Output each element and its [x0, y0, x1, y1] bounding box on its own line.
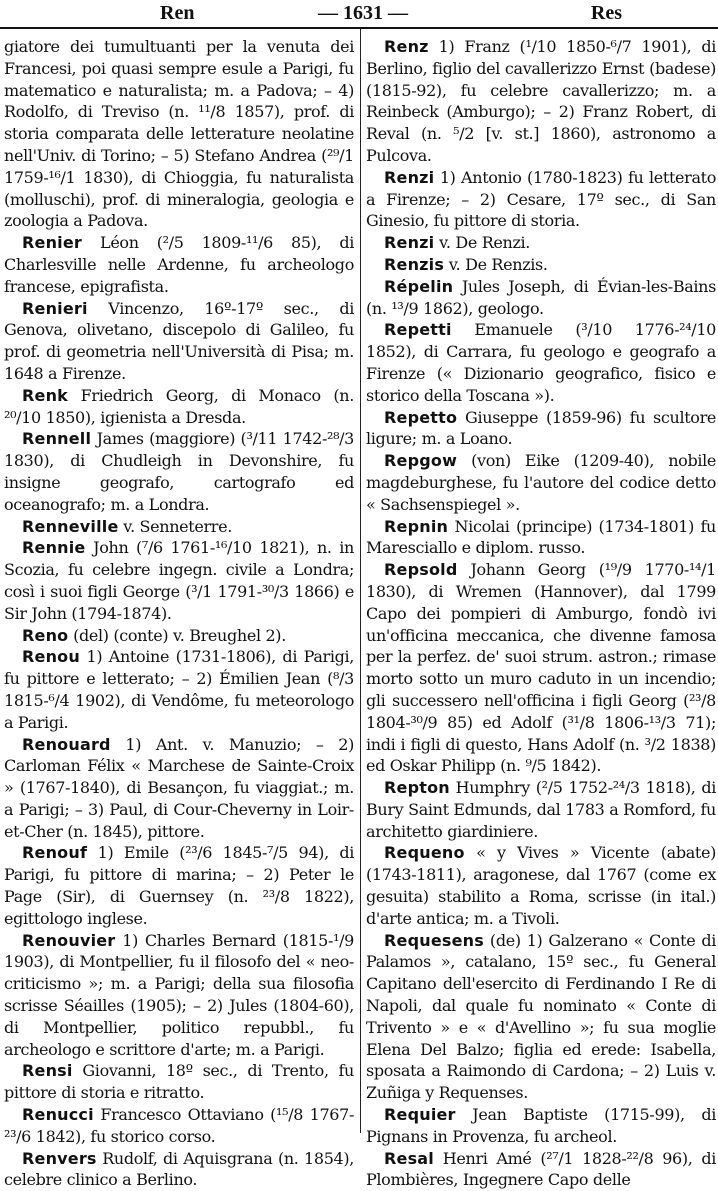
- dictionary-entry: [366, 516, 716, 560]
- entry-headword: Renvers: [22, 1148, 97, 1168]
- dictionary-entry: [366, 36, 716, 167]
- entry-headword: Repsold: [384, 560, 458, 580]
- entry-text: 1) Emile (²³/6 1845-⁷/5 94), di Parigi, fu pittore di marina; – 2) Peter le Page (Sir), di Guernsey (n. ²³/8 1822), egittologo inglese.: [4, 843, 354, 928]
- entry-text: Humphry (²/5 1752-²⁴/3 1818), di Bury Saint Edmunds, dal 1783 a Romford, fu architetto giardiniere.: [366, 778, 717, 841]
- entry-headword: Resal: [384, 1148, 434, 1168]
- dictionary-entry: [4, 298, 354, 385]
- entry-headword: Renouard: [22, 734, 111, 754]
- entry-headword: Reno: [22, 625, 69, 645]
- entry-text: v. De Renzis.: [444, 254, 548, 274]
- entry-text: Francesco Ottaviano (¹⁵/8 1767-²³/6 1842), fu storico corso.: [4, 1105, 354, 1146]
- dictionary-entry: [366, 276, 716, 320]
- dictionary-entry: [366, 450, 716, 515]
- dictionary-entry: [4, 734, 354, 843]
- dictionary-entry: [366, 232, 716, 254]
- entry-text: Emanuele (³/10 1776-²⁴/10 1852), di Carrara, fu geologo e geografo a Firenze (« Dizionario geografico, fisico e storico della Toscana »).: [366, 320, 716, 405]
- dictionary-entry: [366, 842, 716, 929]
- entry-text: (del) (conte) v. Breughel 2).: [68, 625, 286, 645]
- entry-text: (de) 1) Galzerano « Conte di Palamos », catalano, 15º sec., fu General Capitano dell'esercito di Ferdinando I Re di Napoli, dal quale fu nominato « Conte di Trivento » e « d'Avellino »; fu sua moglie Elena Del Balzo; figlia ed erede: Isabella, sposata a Raimondo di Cardona; – 2) Luis v. Zuñiga y Requenses.: [366, 930, 716, 1103]
- left-column: [4, 36, 354, 1190]
- entry-text: « y Vives » Vicente (abate) (1743-1811), aragonese, dal 1767 (come ex gesuita) stabilito a Roma, scrisse (in ital.) d'arte antica; m. a Tivoli.: [366, 843, 716, 928]
- entry-headword: Rennell: [22, 429, 92, 449]
- entry-text: Rudolf, di Aquisgrana (n. 1854), celebre clinico a Berlino.: [4, 1148, 354, 1190]
- header-left-word: Ren: [160, 2, 195, 24]
- entry-text: 1) Antoine (1731-1806), di Parigi, fu pittore e letterato; – 2) Émilien Jean (⁸/3 1815-⁶/4 1902), di Vendôme, fu meteorologo a Parigi.: [4, 647, 354, 732]
- dictionary-entry: [4, 1104, 354, 1148]
- entry-text: James (maggiore) (³/11 1742-²⁸/3 1830), di Chudleigh in Devonshire, fu insigne geografo, cartografo ed oceanografo; m. a Londra.: [4, 429, 354, 514]
- dictionary-entry: [366, 1148, 716, 1191]
- entry-headword: Renier: [22, 233, 82, 253]
- entry-text: 1) Ant. v. Manuzio; – 2) Carloman Félix « Marchese de Sainte-Croix » (1767-1840), di Besançon, fu viaggiat.; m. a Parigi; – 3) Paul, di Cour-Cheverny in Loir-et-Cher (n. 1845), pittore.: [4, 734, 354, 841]
- column-divider: [360, 29, 361, 1133]
- dictionary-entry: [366, 254, 716, 276]
- dictionary-entry: [366, 930, 716, 1104]
- entry-text: Léon (²/5 1809-¹¹/6 85), di Charlesville nelle Ardenne, fu archeologo francese, epigrafista.: [4, 233, 354, 296]
- header-right-word: Res: [590, 2, 622, 24]
- entry-headword: Repton: [384, 778, 450, 798]
- right-column: [366, 36, 717, 1190]
- entry-headword: Renucci: [22, 1105, 94, 1125]
- entry-text: 1) Franz (¹/10 1850-⁶/7 1901), di Berlino, figlio del cavallerizzo Ernst (badese) (1815-92), fu celebre cavallerizzo; m. a Reinbeck (Amburgo); – 2) Franz Robert, di Reval (n. ⁵/2 [v. st.] 1860), astronomo a Pulcova.: [366, 37, 716, 165]
- dictionary-entry: [4, 36, 354, 232]
- entry-text: Johann Georg (¹⁹/9 1770-¹⁴/1 1830), di Wremen (Hannover), dal 1799 Capo dei pompieri di Amburgo, fondò ivi un'officina meccanica, che divenne famosa per la perfez. de' suoi strum. astron.; rimase morto sotto un muro caduto in un incendio; gli successero nell'officina i figli Georg (²³/8 1804-³⁰/9 85) ed Adolf (³¹/8 1806-¹³/3 71); indi i figli di questo, Hans Adolf (n. ³/2 1838) ed Oskar Philipp (n. ⁹/5 1842).: [366, 560, 716, 776]
- entry-headword: Requier: [384, 1105, 456, 1125]
- entry-text: Giuseppe (1859-96) fu scultore ligure; m. a Loano.: [366, 407, 716, 449]
- entry-text: 1) Charles Bernard (1815-¹/9 1903), di Montpellier, fu il filosofo del « neo-criticismo »; m. a Parigi; della sua filosofia scrisse Séailles (1905); – 2) Jules (1804-60), di Montpellier, politico repubbl., fu archeologo e scrittore d'arte; m. a Parigi.: [4, 930, 354, 1059]
- entry-headword: Renz: [384, 37, 429, 56]
- dictionary-entry: [366, 407, 716, 451]
- entry-text: Friedrich Georg, di Monaco (n. ²⁰/10 1850), igienista a Dresda.: [4, 385, 354, 427]
- entry-text: 1) Antonio (1780-1823) fu letterato a Firenze; – 2) Cesare, 17º sec., di San Ginesio, fu pittore di storia.: [366, 167, 716, 231]
- entry-text: v. Senneterre.: [118, 516, 232, 536]
- entry-text: v. De Renzi.: [434, 233, 531, 253]
- entry-headword: Renzi: [384, 233, 435, 253]
- entry-text: John (⁷/6 1761-¹⁶/10 1821), n. in Scozia, fu celebre ingegn. civile a Londra; così i suoi figli George (³/1 1791-³⁰/3 1866) e Sir John (1794-1874).: [4, 538, 354, 623]
- entry-headword: Rennie: [22, 538, 86, 558]
- page-number: — 1631 —: [318, 2, 408, 24]
- header-rule: [0, 27, 718, 29]
- dictionary-entry: [4, 625, 354, 647]
- entry-headword: Répelin: [384, 276, 454, 296]
- entry-headword: Rensi: [22, 1061, 73, 1081]
- entry-headword: Renzis: [384, 254, 445, 274]
- entry-text: (von) Eike (1209-40), nobile magdeburghese, fu l'autore del codice detto « Sachsenspiegel ».: [366, 451, 716, 514]
- dictionary-entry: [4, 842, 354, 929]
- entry-text: Giovanni, 18º sec., di Trento, fu pittore di storia e ritratto.: [4, 1061, 354, 1103]
- dictionary-entry: [4, 646, 354, 733]
- entry-text: Henri Amé (²⁷/1 1828-²²/8 96), di Plombières, Ingegnere Capo delle: [366, 1148, 716, 1190]
- dictionary-entry: [4, 1148, 354, 1191]
- entry-headword: Renieri: [22, 298, 88, 318]
- dictionary-entry: [366, 167, 716, 232]
- dictionary-entry: [4, 930, 354, 1061]
- entry-headword: Renou: [22, 647, 80, 667]
- dictionary-entry: [4, 428, 354, 515]
- entry-text: Nicolai (principe) (1734-1801) fu Maresciallo e diplom. russo.: [366, 516, 716, 558]
- dictionary-entry: [4, 537, 354, 624]
- entry-headword: Renouf: [22, 843, 88, 863]
- dictionary-entry: [366, 319, 716, 406]
- entry-headword: Repetti: [384, 320, 452, 340]
- entry-headword: Repgow: [384, 451, 458, 471]
- entry-headword: Requeno: [384, 843, 465, 863]
- page-header: [0, 0, 718, 26]
- dictionary-entry: [366, 1104, 716, 1148]
- entry-headword: Repetto: [384, 407, 458, 427]
- entry-headword: Repnin: [384, 516, 449, 536]
- entry-headword: Renk: [22, 385, 69, 405]
- dictionary-entry: [4, 232, 354, 297]
- entry-text: Jean Baptiste (1715-99), di Pignans in Provenza, fu archeol.: [366, 1105, 716, 1146]
- entry-text: giatore dei tumultuanti per la venuta dei Francesi, poi quasi sempre esule a Parigi, fu matematico e naturalista; m. a Padova; – 4) Rodolfo, di Treviso (n. ¹¹/8 1857), prof. di storia comparata delle letterature neolatine nell'Univ. di Torino; – 5) Stefano Andrea (²⁹/1 1759-¹⁶/1 1830), di Chioggia, fu naturalista (molluschi), prof. di mineralogia, geologia e zoologia a Padova.: [4, 37, 354, 231]
- dictionary-entry: [4, 1060, 354, 1104]
- entry-headword: Renouvier: [22, 930, 116, 950]
- entry-headword: Requesens: [384, 930, 484, 950]
- dictionary-entry: [366, 559, 716, 777]
- entry-headword: Renneville: [22, 516, 119, 536]
- dictionary-entry: [366, 777, 716, 842]
- dictionary-entry: [4, 516, 354, 538]
- entry-text: Vincenzo, 16º-17º sec., di Genova, olivetano, discepolo di Galileo, fu prof. di geometria nell'Università di Pisa; m. 1648 a Firenze.: [4, 298, 354, 383]
- dictionary-entry: [4, 385, 354, 429]
- entry-headword: Renzi: [384, 167, 435, 187]
- entry-text: Jules Joseph, di Évian-les-Bains (n. ¹³/9 1862), geologo.: [366, 276, 716, 318]
